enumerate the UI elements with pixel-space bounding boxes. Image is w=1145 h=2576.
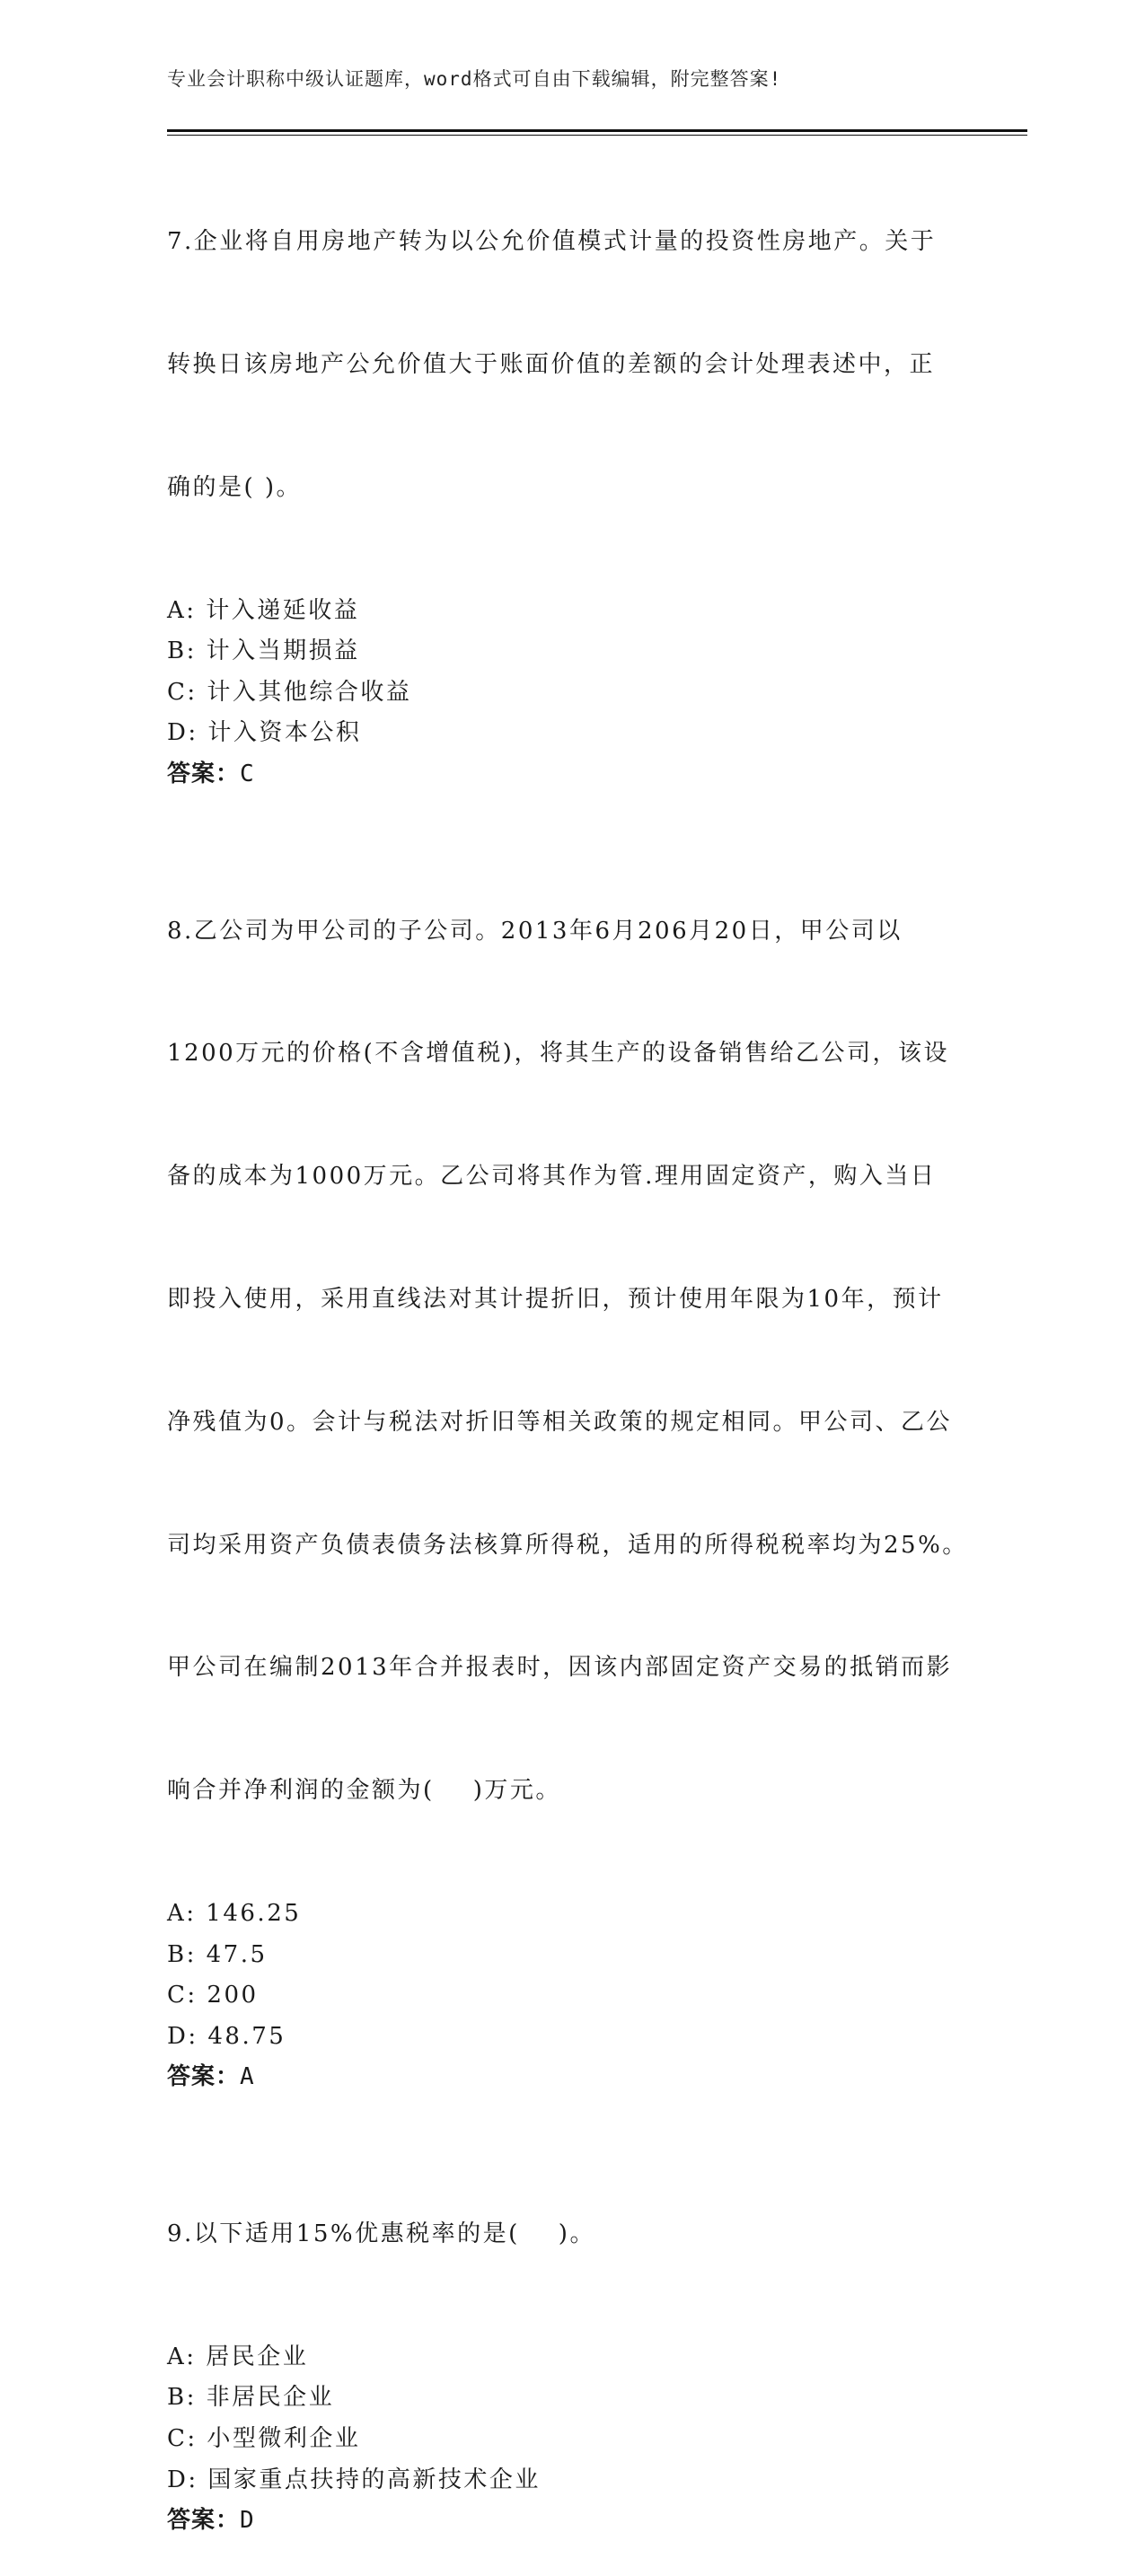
question-8 — [167, 830, 975, 2098]
answer-value: A — [240, 2063, 255, 2091]
stem-line: 司均采用资产负债表债务法核算所得税，适用的所得税税率均为25%。 — [167, 1531, 968, 1559]
stem-line: 9.以下适用15%优惠税率的是( )。 — [167, 2220, 595, 2248]
question-stem — [167, 830, 975, 1894]
stem-line: 转换日该房地产公允价值大于账面价值的差额的会计处理表述中，正 — [167, 350, 936, 378]
header-rule-thin — [167, 135, 1027, 136]
question-stem — [167, 140, 975, 591]
option-c: C: 200 — [167, 1982, 259, 2009]
answer-value: C — [240, 760, 255, 787]
option-b: B: 47.5 — [167, 1940, 268, 1968]
answer-label: 答案： — [167, 2063, 241, 2091]
stem-line: 净残值为0。会计与税法对折旧等相关政策的规定相同。甲公司、乙公 — [167, 1408, 953, 1436]
question-9 — [167, 2132, 975, 2542]
stem-line: 确的是( )。 — [167, 473, 303, 501]
option-b: B: 非居民企业 — [167, 2384, 335, 2412]
option-c: C: 小型微利企业 — [167, 2425, 361, 2453]
option-b: B: 计入当期损益 — [167, 637, 360, 665]
question-list — [167, 140, 975, 2576]
answer-label: 答案： — [167, 760, 241, 787]
question-7 — [167, 140, 975, 796]
header-rule-thick — [167, 129, 1027, 132]
stem-line: 8.乙公司为甲公司的子公司。2013年6月206月20日，甲公司以 — [167, 917, 903, 945]
answer-label: 答案： — [167, 2507, 241, 2535]
stem-line: 即投入使用，采用直线法对其计提折旧，预计使用年限为10年，预计 — [167, 1286, 944, 1314]
option-d: D: 计入资本公积 — [167, 719, 362, 747]
option-d: D: 国家重点扶持的高新技术企业 — [167, 2466, 541, 2493]
stem-line: 备的成本为1000万元。乙公司将其作为管.理用固定资产，购入当日 — [167, 1163, 937, 1191]
option-c: C: 计入其他综合收益 — [167, 678, 412, 706]
page-header: 专业会计职称中级认证题库，word格式可自由下载编辑，附完整答案! — [167, 68, 782, 90]
option-a: A: 146.25 — [167, 1899, 302, 1927]
answer-line — [167, 2501, 975, 2542]
answer-value: D — [240, 2507, 255, 2535]
stem-line: 1200万元的价格(不含增值税)，将其生产的设备销售给乙公司，该设 — [167, 1040, 949, 1068]
answer-line — [167, 2057, 975, 2098]
stem-line: 甲公司在编制2013年合并报表时，因该内部固定资产交易的抵销而影 — [167, 1654, 953, 1682]
option-a: A: 计入递延收益 — [167, 596, 360, 624]
stem-line: 7.企业将自用房地产转为以公允价值模式计量的投资性房地产。关于 — [167, 228, 937, 256]
answer-line — [167, 754, 975, 796]
option-d: D: 48.75 — [167, 2022, 286, 2050]
option-a: A: 居民企业 — [167, 2343, 309, 2370]
question-stem — [167, 2132, 975, 2337]
stem-line: 响合并净利润的金额为( )万元。 — [167, 1777, 561, 1805]
